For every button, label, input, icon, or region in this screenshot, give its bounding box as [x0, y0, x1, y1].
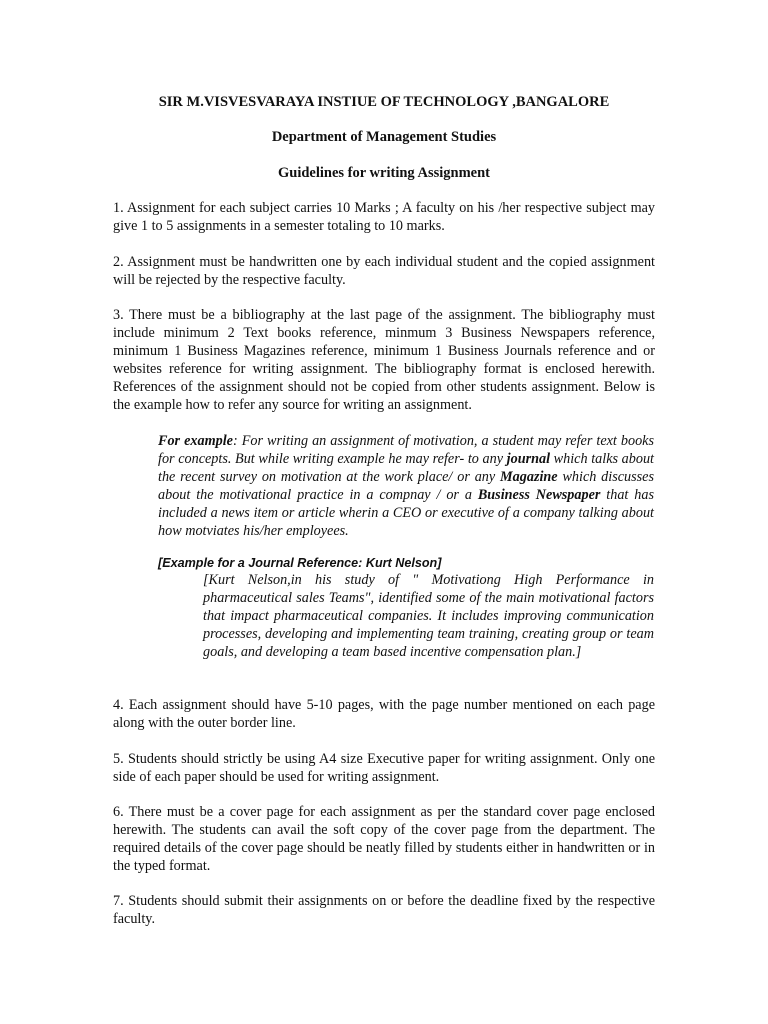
- example-newspaper: Business Newspaper: [477, 487, 601, 503]
- example-paragraph: [158, 432, 654, 540]
- journal-example-body: [Kurt Nelson,in his study of " Motivationg High Performance in pharmaceutical sales Teams", identified some of the main motivational factors that impact pharmaceutical companies. It includes improving communication processes, developing and implementing team training, creating group or team goals, and developing a team based incentive compensation plan.]: [203, 572, 654, 660]
- example-lead: For example: [158, 433, 233, 449]
- example-magazine: Magazine: [500, 469, 558, 485]
- document-title: Guidelines for writing Assignment: [277, 165, 490, 181]
- example-text-4: that has included a news item or article wherin a CEO or executive of a company talking about how motviates his/her employees.: [158, 487, 654, 539]
- guideline-item-6: 6. There must be a cover page for each assignment as per the standard cover page enclosed herewith. The students can avail the soft copy of the cover page from the department. The required details of the cover page should be neatly filled by students either in handwritten or in the typed format.: [113, 804, 655, 874]
- guideline-item-1: 1. Assignment for each subject carries 10 Marks ; A faculty on his /her respective subject may give 1 to 5 assignments in a semester totaling to 10 marks.: [113, 200, 655, 234]
- guideline-item-7: 7. Students should submit their assignments on or before the deadline fixed by the respective faculty.: [113, 893, 655, 927]
- department-heading: Department of Management Studies: [271, 129, 497, 145]
- example-text-2: which talks about the recent survey on motivation at the work place/ or any: [158, 451, 654, 485]
- guideline-item-3: 3. There must be a bibliography at the last page of the assignment. The bibliography must include minimum 2 Text books reference, minmum 3 Business Newspapers reference, minimum 1 Business Magazines reference, minimum 1 Business Journals reference and or websites reference for writing assignment. The bibliography format is enclosed herewith. References of the assignment should not be copied from other students assignment. Below is the example how to refer any source for writing an assignment.: [113, 307, 655, 413]
- example-journal: journal: [506, 451, 551, 467]
- example-text-1: : For writing an assignment of motivation, a student may refer text books for concepts. But while writing example he may refer- to any: [158, 433, 654, 467]
- journal-example-heading: [Example for a Journal Reference: Kurt Nelson]: [158, 556, 442, 570]
- institute-heading: SIR M.VISVESVARAYA INSTIUE OF TECHNOLOGY ,BANGALORE: [158, 94, 610, 110]
- guideline-item-5: 5. Students should strictly be using A4 size Executive paper for writing assignment. Only one side of each paper should be used for writing assignment.: [113, 751, 655, 785]
- guideline-item-2: 2. Assignment must be handwritten one by each individual student and the copied assignment will be rejected by the respective faculty.: [113, 254, 655, 288]
- example-text-3: which discusses about the motivational practice in a compnay / or a: [158, 469, 654, 503]
- guideline-item-4: 4. Each assignment should have 5-10 pages, with the page number mentioned on each page along with the outer border line.: [113, 697, 655, 731]
